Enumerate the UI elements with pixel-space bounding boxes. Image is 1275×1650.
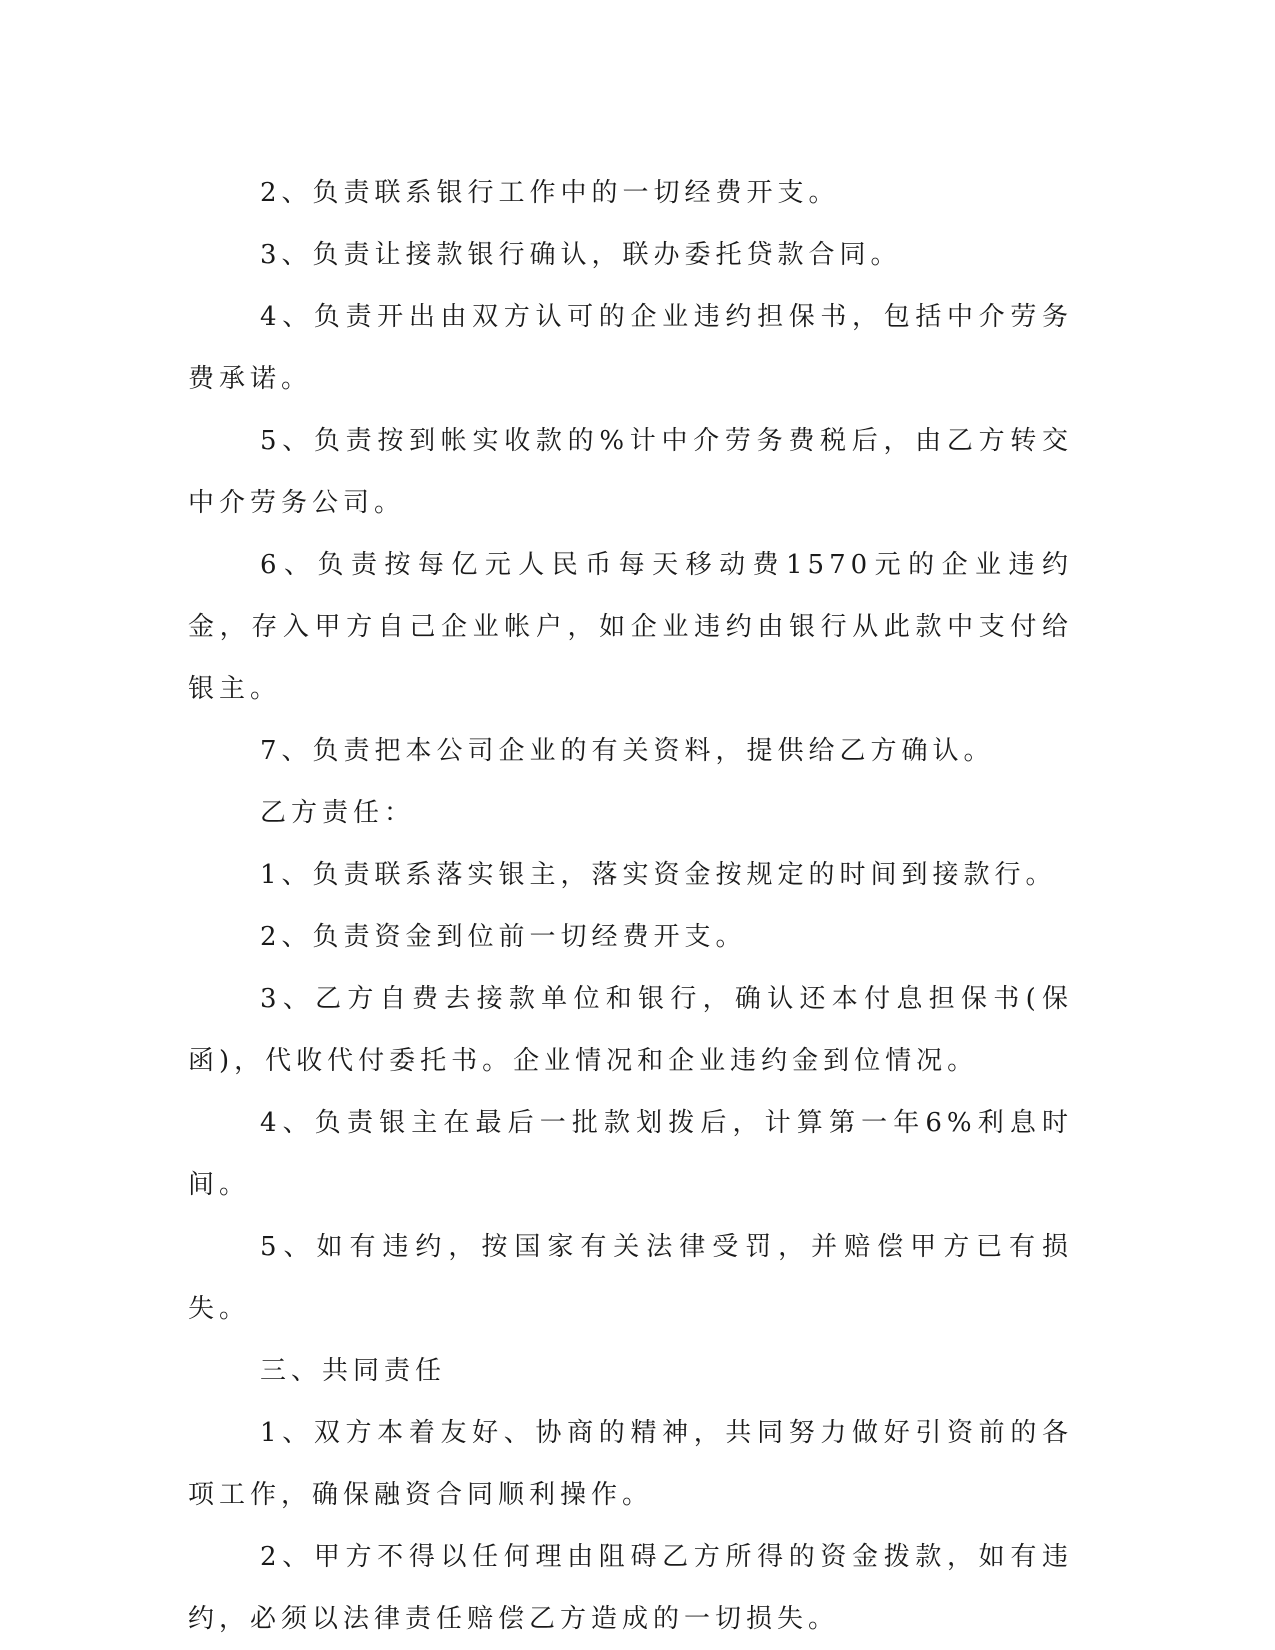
- paragraph-party-b-item-4: 4、负责银主在最后一批款划拨后，计算第一年6%利息时间。: [188, 1108, 1073, 1200]
- paragraph-party-a-item-7: 7、负责把本公司企业的有关资料，提供给乙方确认。: [260, 736, 995, 766]
- paragraph-party-a-item-3: 3、负责让接款银行确认，联办委托贷款合同。: [260, 240, 902, 270]
- heading-joint-responsibilities: 三、共同责任: [260, 1356, 447, 1386]
- paragraph-party-a-item-2: 2、负责联系银行工作中的一切经费开支。: [260, 178, 840, 208]
- paragraph-party-b-item-1: 1、负责联系落实银主，落实资金按规定的时间到接款行。: [260, 860, 1057, 890]
- paragraph-party-a-item-6: 6、负责按每亿元人民币每天移动费1570元的企业违约金，存入甲方自己企业帐户，如企业违约由银行从此款中支付给银主。: [188, 550, 1073, 704]
- paragraph-joint-item-1: 1、双方本着友好、协商的精神，共同努力做好引资前的各项工作，确保融资合同顺利操作。: [188, 1418, 1073, 1510]
- paragraph-party-b-item-5: 5、如有违约，按国家有关法律受罚，并赔偿甲方已有损失。: [188, 1232, 1073, 1324]
- paragraph-party-b-item-3: 3、乙方自费去接款单位和银行，确认还本付息担保书(保函)，代收代付委托书。企业情况和企业违约金到位情况。: [188, 984, 1073, 1076]
- paragraph-party-b-item-2: 2、负责资金到位前一切经费开支。: [260, 922, 747, 952]
- document-body: [188, 162, 1073, 1650]
- paragraph-joint-item-2: 2、甲方不得以任何理由阻碍乙方所得的资金拨款，如有违约，必须以法律责任赔偿乙方造成的一切损失。: [188, 1542, 1073, 1634]
- paragraph-party-a-item-4: 4、负责开出由双方认可的企业违约担保书，包括中介劳务费承诺。: [188, 302, 1073, 394]
- paragraph-party-a-item-5: 5、负责按到帐实收款的%计中介劳务费税后，由乙方转交中介劳务公司。: [188, 426, 1073, 518]
- heading-party-b-responsibilities: 乙方责任：: [260, 798, 416, 828]
